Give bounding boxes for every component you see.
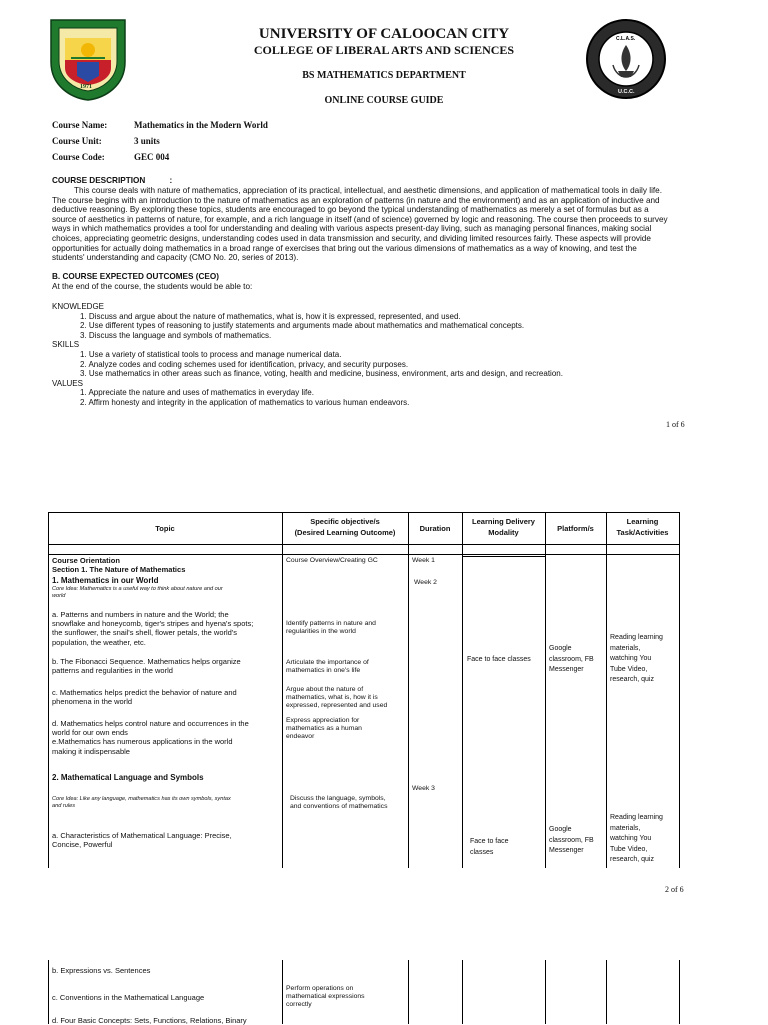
platform-line: Messenger [549, 847, 584, 854]
topic-expressions: b. Expressions vs. Sentences [52, 966, 151, 975]
table-col-line [679, 960, 680, 1024]
objective-articulate [286, 659, 406, 675]
topic-conventions: c. Conventions in the Mathematical Language [52, 993, 205, 1002]
topic-line: world for our own ends [52, 728, 128, 738]
outcome-item: 1. Use a variety of statistical tools to process and manage numerical data. [80, 349, 342, 359]
page-number-1: 1 of 6 [666, 420, 685, 429]
header-task-line1: Learning [626, 517, 659, 526]
modality-face-to-face-2 [470, 836, 544, 858]
header-objective [282, 516, 408, 538]
header-modality-line1: Learning Delivery [472, 517, 535, 526]
task-line: watching You [610, 655, 652, 662]
objective-argue [286, 686, 406, 711]
header-modality-line2: Modality [488, 528, 519, 537]
topic-core-idea-1: Core Idea: Mathematics is a useful way to think about nature and our [52, 585, 223, 592]
table-col-line [48, 512, 49, 868]
topic-core-idea-1: world [52, 592, 66, 599]
outcome-item: 2. Analyze codes and coding schemes used for identification, privacy, and security purposes. [80, 359, 409, 369]
table-col-line [282, 512, 283, 868]
modality-face-to-face-1: Face to face classes [467, 656, 531, 663]
task-line: materials, [610, 644, 641, 652]
description-line: ways in which mathematics provides a tool for understanding and dealing with various aspects present-day living, such as managing personal finances, making social [52, 224, 652, 234]
header-modality [462, 516, 545, 538]
topic-math-world: 1. Mathematics in our World [52, 576, 159, 586]
header-objective-line1: Specific objective/s [310, 517, 380, 526]
topic-core-idea-2-line: Core Idea: Like any language, mathematics has its own symbols, syntax [52, 796, 231, 802]
task-line: materials, [610, 824, 641, 832]
college-name: COLLEGE OF LIBERAL ARTS AND SCIENCES [253, 43, 515, 57]
description-heading-text: COURSE DESCRIPTION [52, 176, 146, 185]
objective-line: correctly [286, 1001, 312, 1009]
topic-line: Concise, Powerful [52, 840, 113, 850]
description-line: deductive reasoning. By exploring these topics, students are encouraged to go beyond the typical understanding of mathematics as merely a set of formulas but as a [52, 205, 649, 215]
header-task-line2: Task/Activities [616, 528, 669, 537]
values-label: VALUES [52, 378, 83, 388]
modality-line: classes [470, 849, 494, 856]
task-line: research, quiz [610, 856, 654, 863]
topic-section1: Section 1. The Nature of Mathematics [52, 565, 186, 575]
table-col-line [545, 960, 546, 1024]
outcome-item: 2. Use different types of reasoning to justify statements and arguments made about mathematics and mathematical concepts. [80, 321, 525, 331]
table-col-line [408, 960, 409, 1024]
objective-line: Articulate the importance of [286, 659, 369, 666]
platform-line: Messenger [549, 666, 584, 673]
table-col-line [462, 512, 463, 868]
header-task [606, 516, 679, 538]
topic-language-heading: 2. Mathematical Language and Symbols [52, 773, 204, 782]
description-line: source of aesthetics in patterns of nature, for example, and a rich language in itself (and of science) governed by logic and reasoning. The course then proceeds to survey [52, 214, 668, 224]
objective-overview: Course Overview/Creating GC [286, 557, 378, 564]
objective-line: endeavor [286, 733, 315, 741]
objective-line: mathematics in one's life [286, 667, 361, 675]
topic-core-idea-2-line: and rules [52, 803, 76, 809]
task-line: Tube Video, [610, 665, 648, 673]
header-platform: Platform/s [557, 524, 594, 533]
objective-line: Express appreciation for [286, 717, 360, 724]
college-seal-bottom: U.C.C. [618, 89, 635, 95]
topic-core-idea-2 [52, 796, 280, 810]
table-col-line [48, 960, 49, 1024]
table-col-line [408, 512, 409, 868]
objective-line: mathematics as a human [286, 725, 362, 733]
topic-cell [52, 556, 280, 600]
task-2 [610, 813, 678, 866]
table-header-border [48, 544, 679, 545]
header-objective-line2: (Desired Learning Outcome) [294, 528, 396, 537]
course-unit-value: 3 units [134, 136, 160, 146]
topic-line: a. Characteristics of Mathematical Language: Precise, [52, 831, 232, 840]
table-col-line [545, 512, 546, 868]
topic-line: patterns and regularities in the world [52, 666, 173, 676]
objective-line: regularities in the world [286, 628, 356, 636]
table-col-line [282, 960, 283, 1024]
objective-line: Discuss the language, symbols, [290, 795, 386, 802]
topic-language-a [52, 831, 280, 849]
outcomes-heading: B. COURSE EXPECTED OUTCOMES (CEO) [52, 272, 219, 281]
topic-line: d. Mathematics helps control nature and occurrences in the [52, 719, 249, 728]
task-line: research, quiz [610, 676, 654, 683]
topic-line: phenomena in the world [52, 697, 133, 707]
duration-week3: Week 3 [412, 785, 435, 792]
platform-line: classroom, FB [549, 836, 594, 844]
document-title: ONLINE COURSE GUIDE [324, 95, 444, 106]
description-heading-colon: : [169, 176, 173, 185]
header-duration: Duration [419, 524, 451, 533]
topic-line: b. The Fibonacci Sequence. Mathematics helps organize [52, 657, 241, 666]
task-line: Reading learning [610, 814, 663, 821]
outcome-item: 1. Discuss and argue about the nature of mathematics, what is, how it is expressed, represented, and used. [80, 311, 461, 321]
course-description [52, 186, 692, 263]
course-name-value: Mathematics in the Modern World [134, 120, 268, 130]
objective-line: and conventions of mathematics [290, 803, 388, 811]
table-col-line [462, 960, 463, 1024]
outcome-item: 2. Affirm honesty and integrity in the application of mathematics to various human endeavors. [80, 397, 410, 407]
page-number-2: 2 of 6 [665, 885, 684, 894]
topic-item-d [52, 719, 280, 756]
topic-line: the sunflower, the snail's shell, flower petals, the world's [52, 628, 238, 638]
platform-line: Google [549, 826, 572, 833]
description-heading [52, 176, 172, 186]
outcomes-list [52, 302, 712, 408]
course-code-label: Course Code: [52, 152, 105, 162]
modality-line: Face to face [470, 838, 509, 845]
topic-line: c. Mathematics helps predict the behavior of nature and [52, 688, 237, 697]
description-line: This course deals with nature of mathematics, appreciation of its practical, intellectual, and aesthetic dimensions, and application of mathematical tools in daily life. [74, 186, 662, 195]
topic-line: snowflake and honeycomb, tiger's stripes and hyena's spots; [52, 619, 254, 629]
objective-perform [286, 985, 406, 1010]
objective-line: mathematical expressions [286, 993, 365, 1001]
topic-line: e.Mathematics has numerous applications in the world [52, 737, 233, 747]
outcome-item: 3. Use mathematics in other areas such as finance, voting, health and medicine, business, environment, arts and design, and recreation. [80, 369, 563, 379]
objective-identify [286, 620, 406, 636]
topic-item-b [52, 657, 280, 675]
topic-language [52, 773, 280, 782]
topic-line: a. Patterns and numbers in nature and the World; the [52, 610, 229, 619]
description-line: opportunities for actually doing mathematics in a broad range of exercises that bring out the various dimensions of mathematics as a way of knowing, and test the [52, 243, 637, 253]
college-seal-abbr: C.L.A.S. [616, 36, 636, 42]
topic-item-a [52, 610, 280, 647]
knowledge-label: KNOWLEDGE [52, 302, 105, 311]
description-line: students' understanding and capacity (CMO No. 20, series of 2013). [52, 253, 299, 263]
outcome-item: 3. Discuss the language and symbols of mathematics. [80, 330, 272, 340]
table-col-line [679, 512, 680, 868]
platform-1 [549, 644, 605, 676]
course-code-value: GEC 004 [134, 152, 170, 162]
description-line: The course begins with an introduction to the nature of mathematics as an exploration of patterns (in nature and the environment) and as an application of inductive and [52, 195, 660, 205]
objective-line: Argue about the nature of [286, 686, 364, 693]
platform-line: classroom, FB [549, 655, 594, 663]
task-1 [610, 633, 678, 686]
table-col-line [606, 512, 607, 868]
table-top-border [48, 512, 679, 513]
task-line: Reading learning [610, 634, 663, 641]
task-line: watching You [610, 835, 652, 842]
table-col-line [606, 960, 607, 1024]
department-name: BS MATHEMATICS DEPARTMENT [302, 70, 466, 81]
objective-line: mathematics, what is, how it is [286, 694, 378, 702]
modality-divider [462, 556, 545, 557]
task-line: Tube Video, [610, 845, 648, 853]
duration-week2: Week 2 [414, 579, 437, 586]
duration-week1: Week 1 [412, 557, 435, 564]
course-name-label: Course Name: [52, 120, 108, 130]
course-unit-label: Course Unit: [52, 136, 102, 146]
topic-orientation: Course Orientation [52, 556, 120, 565]
topic-line: making it indispensable [52, 746, 130, 756]
seal-year: 1971 [80, 84, 92, 90]
topic-item-c [52, 688, 280, 706]
platform-line: Google [549, 645, 572, 652]
university-name: UNIVERSITY OF CALOOCAN CITY [258, 26, 510, 42]
topic-line: population, the weather, etc. [52, 637, 146, 647]
topic-four-concepts: d. Four Basic Concepts: Sets, Functions, Relations, Binary [52, 1016, 247, 1025]
description-line: choices, appreciating geometric designs, understanding codes used in data transmission and security, and dividing limited resources fairly. These aspects will provide [52, 233, 651, 243]
objective-line: expressed, represented and used [286, 702, 388, 710]
table-header-border [48, 554, 679, 555]
header-topic: Topic [155, 524, 175, 533]
skills-label: SKILLS [52, 340, 80, 350]
objective-express [286, 717, 406, 742]
objective-line: Perform operations on [286, 985, 354, 992]
objective-line: Identify patterns in nature and [286, 620, 376, 627]
outcome-item: 1. Appreciate the nature and uses of mathematics in everyday life. [80, 388, 314, 398]
objective-discuss [290, 795, 406, 811]
outcomes-intro: At the end of the course, the students would be able to: [52, 282, 253, 291]
platform-2 [549, 825, 605, 857]
